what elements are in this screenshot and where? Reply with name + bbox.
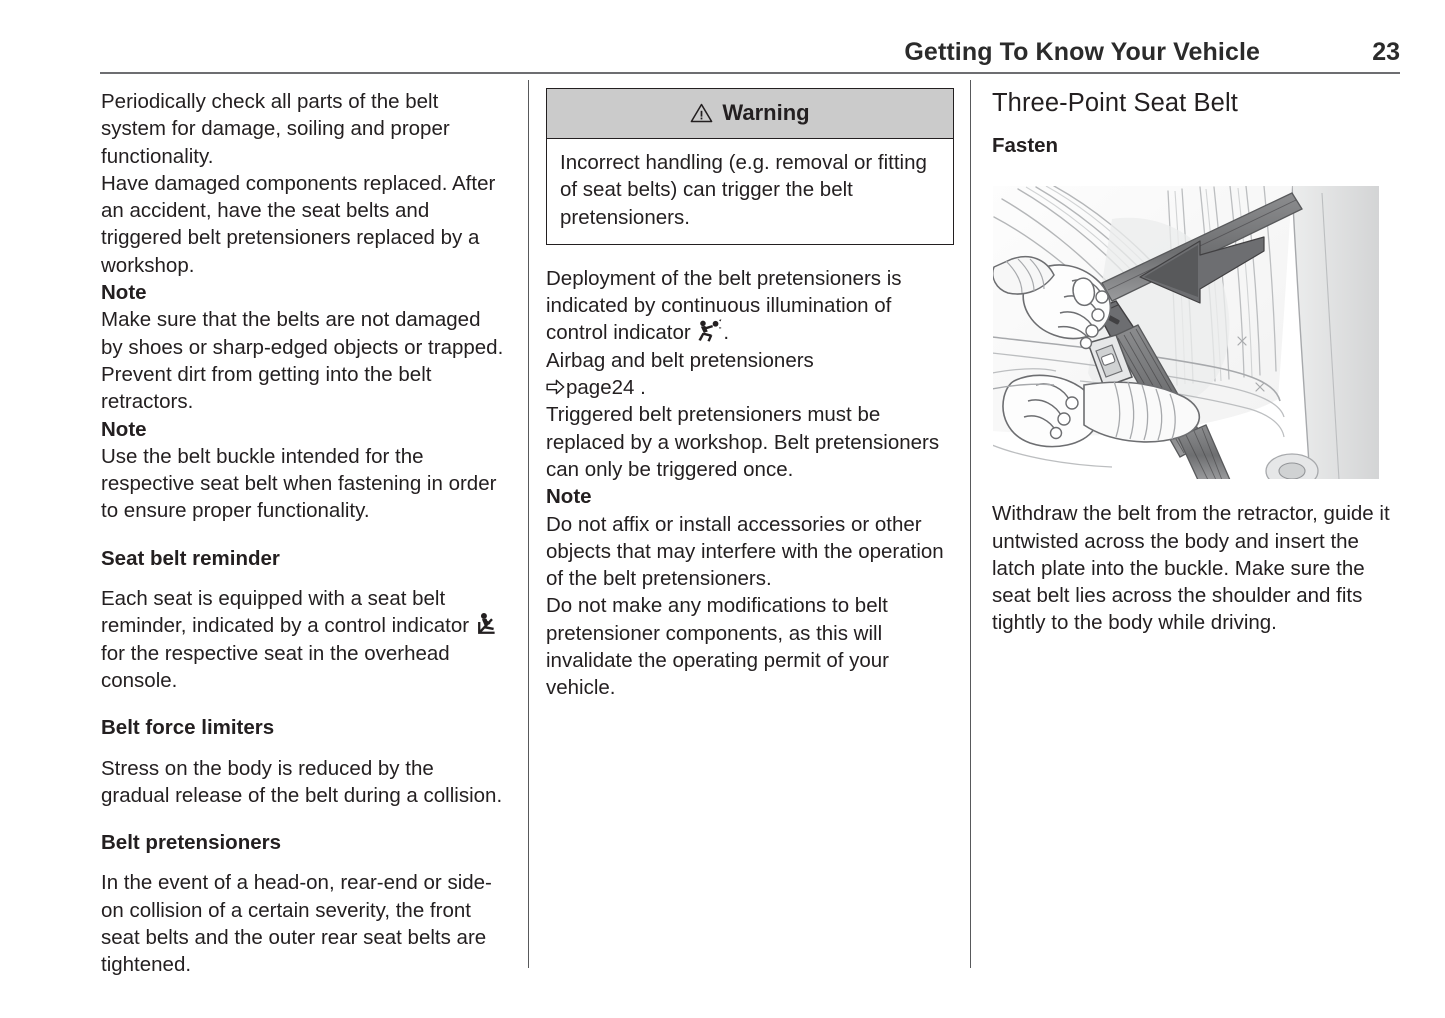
warning-box-body: Incorrect handling (e.g. removal or fitting of seat belts) can trigger the belt pretensioners. — [560, 151, 927, 229]
column-three — [992, 88, 1404, 637]
paragraph-periodic-check: Periodically check all parts of the belt system for damage, soiling and proper functionality. — [101, 90, 450, 168]
paragraph-deployment-part2: . — [723, 321, 730, 345]
spacer — [992, 119, 1404, 132]
spacer — [101, 742, 505, 755]
spacer — [101, 856, 505, 869]
note-text-2: Use the belt buckle intended for the respective seat belt when fastening in order to ensure proper functionality. — [101, 444, 497, 523]
paragraph-deployment-indication — [546, 265, 954, 347]
paragraph-belt-force-limiters: Stress on the body is reduced by the gradual release of the belt during a collision. — [101, 756, 503, 807]
cross-reference-page24[interactable] — [546, 374, 954, 401]
note-text-4: Do not make any modifications to belt pretensioner components, as this will invalidate the operating permit of your vehicle. — [546, 594, 890, 700]
column-divider-2 — [970, 80, 971, 968]
spacer — [101, 572, 505, 585]
heading-fasten: Fasten — [992, 134, 1059, 157]
note-label-3: Note — [546, 485, 592, 509]
header-rule — [100, 72, 1400, 74]
cross-reference-arrow-icon — [546, 378, 565, 396]
page-number: 23 — [1372, 38, 1400, 66]
airbag-control-indicator-icon — [696, 319, 723, 343]
paragraph-deployment-part1: Deployment of the belt pretensioners is indicated by continuous illumination of control indicator — [546, 266, 902, 345]
warning-box-header — [547, 89, 953, 139]
note-label-2: Note — [101, 417, 147, 441]
warning-box — [546, 88, 954, 245]
heading-seat-belt-reminder: Seat belt reminder — [101, 546, 280, 570]
paragraph-seat-belt-reminder-part1: Each seat is equipped with a seat belt reminder, indicated by a control indicator — [101, 587, 470, 638]
paragraph-seat-belt-reminder — [101, 585, 505, 694]
note-label-1: Note — [101, 281, 147, 305]
paragraph-belt-pretensioners: In the event of a head-on, rear-end or side-on collision of a certain severity, the front seat belts and the outer rear seat belts are tightened. — [101, 871, 492, 977]
cross-reference-label: page24 . — [566, 376, 646, 400]
note-text-3: Do not affix or install accessories or other objects that may interfere with the operation of the belt pretensioners. — [546, 512, 944, 591]
page-header — [100, 38, 1400, 76]
seat-belt-reminder-icon — [475, 612, 500, 637]
spacer — [101, 694, 505, 714]
spacer — [992, 480, 1404, 500]
column-one — [101, 88, 505, 979]
paragraph-withdraw-belt: Withdraw the belt from the retractor, guide it untwisted across the body and insert the latch plate into the buckle. Make sure the seat belt lies across the shoulder and fits tightly to the body while driving. — [992, 502, 1390, 635]
paragraph-airbag-and-pretensioners: Airbag and belt pretensioners — [546, 348, 814, 372]
seat-belt-fasten-illustration — [992, 185, 1380, 480]
column-two — [546, 88, 954, 702]
note-text-1: Make sure that the belts are not damaged by shoes or sharp-edged objects or trapped. Prevent dirt from getting into the belt retractors. — [101, 308, 504, 414]
warning-box-title: Warning — [722, 100, 810, 125]
heading-belt-pretensioners: Belt pretensioners — [101, 831, 281, 855]
paragraph-seat-belt-reminder-part2: for the respective seat in the overhead console. — [101, 641, 450, 692]
spacer — [101, 809, 505, 829]
section-title-three-point-seat-belt: Three-Point Seat Belt — [992, 89, 1238, 117]
warning-triangle-icon — [690, 103, 713, 123]
page-title: Getting To Know Your Vehicle — [904, 38, 1260, 66]
column-divider-1 — [528, 80, 529, 968]
paragraph-damaged-components: Have damaged components replaced. After an accident, have the seat belts and triggered belt pretensioners replaced by a workshop. — [101, 171, 496, 277]
heading-belt-force-limiters: Belt force limiters — [101, 716, 275, 740]
spacer — [546, 245, 954, 265]
paragraph-triggered-pretensioners: Triggered belt pretensioners must be replaced by a workshop. Belt pretensioners can only be triggered once. — [546, 403, 940, 481]
spacer — [101, 525, 505, 545]
